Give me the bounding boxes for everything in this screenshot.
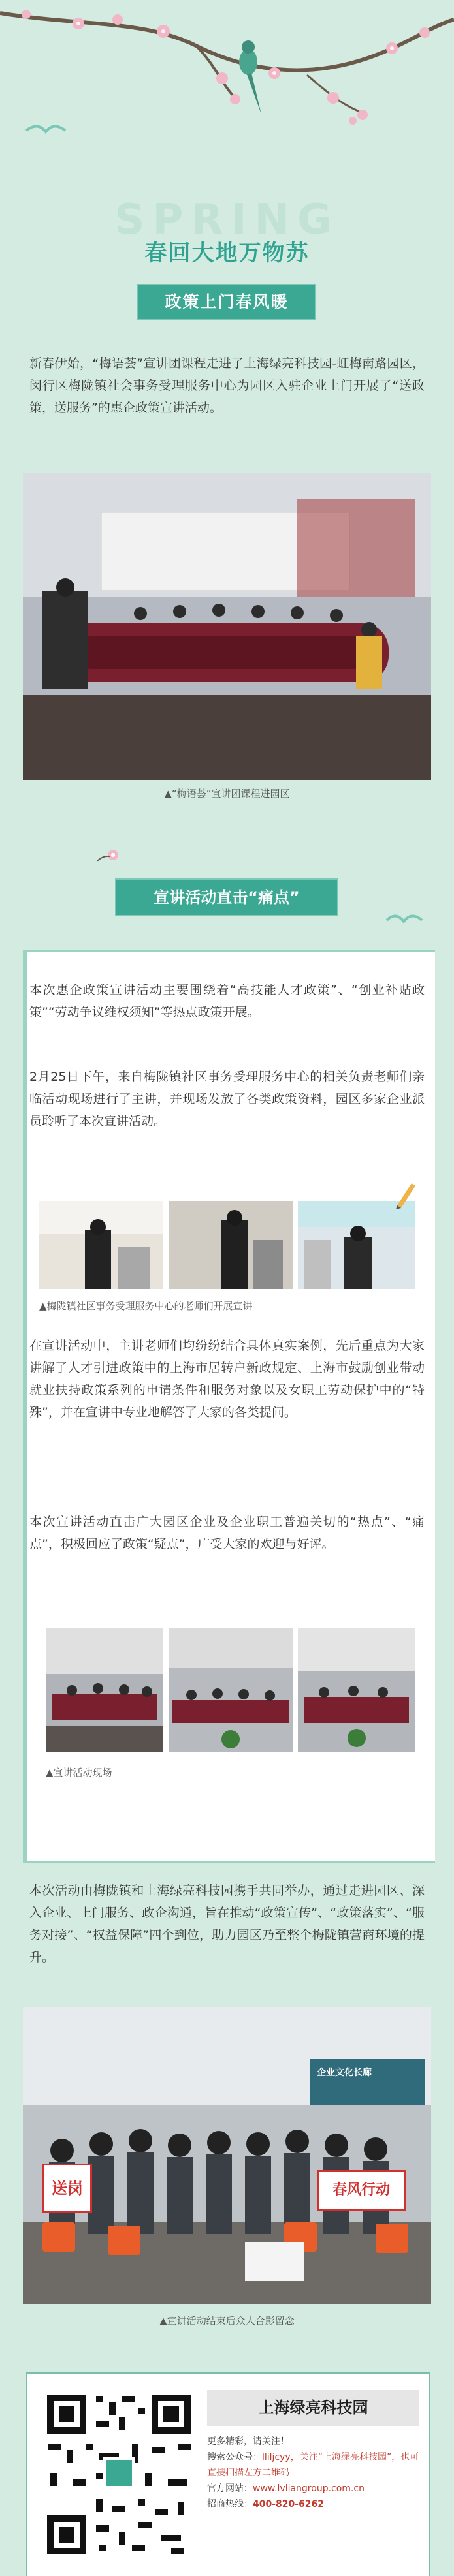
spring-watermark: SPRING [114, 196, 340, 244]
qr-code[interactable] [41, 2388, 197, 2561]
footer-more: 更多精彩，请关注！ [207, 2436, 289, 2447]
sign-left: 送岗 [42, 2164, 92, 2213]
group-photo [23, 2007, 431, 2304]
lecture-photo [23, 473, 431, 780]
box-bottom-line [27, 1861, 435, 1863]
phone-label: 招商热线： [207, 2499, 253, 2509]
header [0, 0, 454, 352]
venue-photo-2 [169, 1628, 293, 1752]
section-title: 宣讲活动直击“痛点” [112, 876, 341, 919]
box-paragraph-3: 在宣讲活动中，主讲老师们均纷纷结合具体真实案例，先后重点为大家讲解了人才引进政策中的上海市居转户新政规定、上海市鼓励创业带动就业扶持政策系列的申请条件和服务对象以及女职工劳动保护中的“特殊”，并在宣讲中专业地解答了大家的各类提问。 [29, 1339, 425, 1420]
pencil-icon [392, 1178, 418, 1211]
site-link[interactable]: www.lvliangroup.com.cn [253, 2483, 365, 2494]
speaker-photo-1 [39, 1201, 163, 1289]
culture-banner: 企业文化长廊 [317, 2068, 372, 2078]
page-subtitle: 政策上门春风暖 [135, 282, 318, 322]
box-paragraph-1: 本次惠企政策宣讲活动主要围绕着“高技能人才政策”、“创业补贴政策”“劳动争议维权须知”等热点政策开展。 [29, 983, 425, 1019]
page-title: 春回大地万物苏 [144, 240, 310, 266]
site-label: 官方网站： [207, 2483, 253, 2494]
wechat-value: lliljcyy，关注“上海绿亮科技园”，也可直接扫描左方二维码 [207, 2452, 419, 2478]
closing-paragraph: 本次活动由梅陇镇和上海绿亮科技园携手共同举办，通过走进园区、深入企业、上门服务、政企沟通，旨在推动“政策宣传”、“政策落实”、“服务对接”、“权益保障”四个到位，助力园区乃至整个梅陇镇营商环境的提升。 [29, 1884, 425, 1964]
photo3-caption: ▲宣讲活动现场 [46, 1767, 112, 1778]
photo2-caption: ▲梅陇镇社区事务受理服务中心的老师们开展宣讲 [39, 1300, 253, 1312]
footer-site [207, 2481, 419, 2496]
venue-photo-3 [298, 1628, 415, 1752]
wechat-label: 搜索公众号： [207, 2452, 262, 2462]
box-top-line [27, 950, 435, 952]
speaker-photo-2 [169, 1201, 293, 1289]
bird-icon [385, 907, 425, 927]
branch-illustration [0, 0, 454, 144]
flower-icon [97, 842, 129, 868]
phone-value[interactable]: 400-820-6262 [253, 2499, 325, 2509]
footer-phone [207, 2496, 419, 2512]
intro-paragraph: 新春伊始，“梅语荟”宣讲团课程走进了上海绿亮科技园-虹梅南路园区，闵行区梅陇镇社会事务受理服务中心为园区入驻企业上门开展了“送政策，送服务”的惠企政策宣讲活动。 [29, 356, 425, 415]
sign-right: 春风行动 [317, 2170, 406, 2211]
box-paragraph-4: 本次宣讲活动直击广大园区企业及企业职工普遍关切的“热点”、“痛点”，积极回应了政策“疑点”，广受大家的欢迎与好评。 [29, 1515, 425, 1551]
group-photo-caption: ▲宣讲活动结束后众人合影留念 [159, 2315, 295, 2327]
bird-icon [239, 40, 261, 114]
box-paragraph-2: 2月25日下午，来自梅陇镇社区事务受理服务中心的相关负责老师们亲临活动现场进行了主讲，并现场发放了各类政策资料，园区多家企业派员聆听了本次宣讲活动。 [29, 1070, 425, 1128]
footer-card [26, 2372, 430, 2576]
footer-brand: 上海绿亮科技园 [207, 2390, 419, 2426]
footer-info [207, 2434, 419, 2512]
photo1-caption: ▲“梅语荟”宣讲团课程进园区 [164, 788, 290, 799]
footer-wechat [207, 2449, 419, 2481]
venue-photo-1 [46, 1628, 163, 1752]
speaker-photo-3 [298, 1201, 415, 1289]
